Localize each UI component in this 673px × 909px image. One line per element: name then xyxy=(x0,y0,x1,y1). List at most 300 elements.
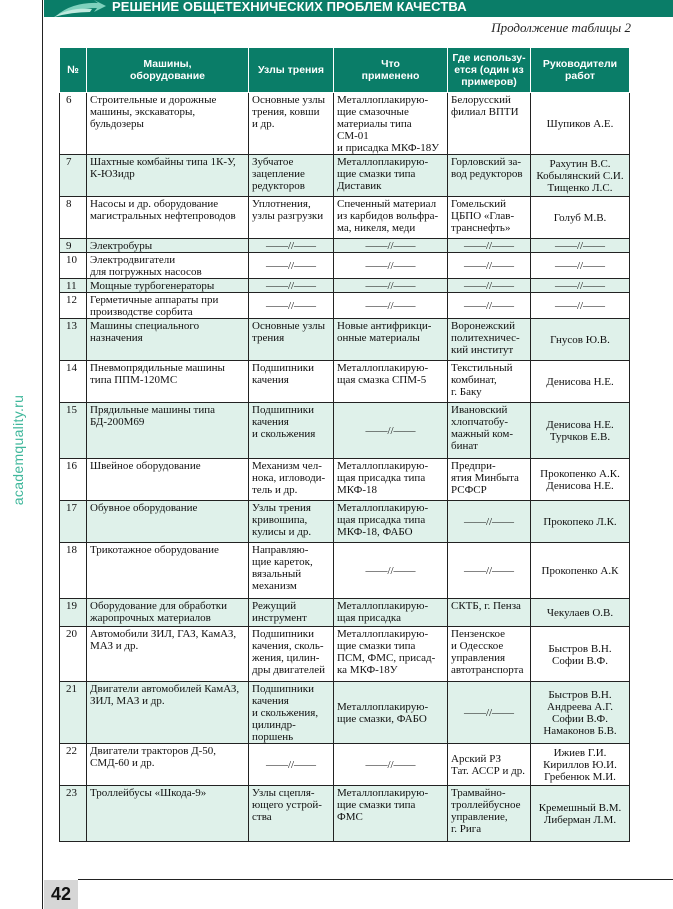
table-cell-num: 15 xyxy=(60,403,87,459)
cell-text-line: Шахтные комбайны типа 1К-У, xyxy=(90,156,236,168)
cell-text-line: Металлоплакирую- xyxy=(337,701,429,713)
cell-text-line: управления xyxy=(451,652,506,664)
cell-text-line: ——//—— xyxy=(365,565,416,577)
table-cell-where xyxy=(448,197,531,239)
table-cell-num: 6 xyxy=(60,93,87,155)
table-cell-friction xyxy=(249,599,334,627)
cell-text-line: Двигатели автомобилей КамАЗ, xyxy=(90,683,240,695)
cell-text-line: щие смазки типа xyxy=(337,799,416,811)
table-cell-machine xyxy=(87,253,249,279)
table-cell-applied xyxy=(334,155,448,197)
table-cell-applied xyxy=(334,599,448,627)
table-cell-where xyxy=(448,599,531,627)
table-cell-num: 9 xyxy=(60,239,87,253)
table-row xyxy=(60,197,630,239)
cell-text-line: Строительные и дорожные xyxy=(90,94,217,106)
cell-text-line: Прокопенко А.К. xyxy=(540,468,620,480)
cell-text-line: БД-200М69 xyxy=(90,416,145,428)
table-cell-friction xyxy=(249,293,334,319)
cell-text-line: Подшипники xyxy=(252,628,314,640)
cell-text-line: Герметичные аппараты при xyxy=(90,294,219,306)
cell-text-line: щая присадка xyxy=(337,612,401,624)
column-header-text: № xyxy=(67,64,79,76)
cell-text-line: Металлоплакирую- xyxy=(337,362,429,374)
cell-text-line: кулисы и др. xyxy=(252,526,312,538)
table-cell-leaders xyxy=(531,627,630,682)
table-cell-leaders xyxy=(531,239,630,253)
cell-text-line: ——//—— xyxy=(365,300,416,312)
cell-text-line: Быстров В.Н. xyxy=(548,689,612,701)
table-cell-leaders xyxy=(531,599,630,627)
table-cell-leaders xyxy=(531,155,630,197)
cell-text-line: Горловский за- xyxy=(451,156,522,168)
table-row xyxy=(60,501,630,543)
cell-text-line: мажный ком- xyxy=(451,428,513,440)
table-cell-friction xyxy=(249,744,334,786)
column-header xyxy=(531,48,630,93)
table-cell-where xyxy=(448,239,531,253)
column-header-text: работ xyxy=(564,70,596,82)
cell-text-line: Трикотажное оборудование xyxy=(90,544,219,556)
table-cell-machine xyxy=(87,459,249,501)
cell-text-line: качения xyxy=(252,695,289,707)
table-cell-where xyxy=(448,786,531,842)
table-cell-machine xyxy=(87,682,249,744)
table-cell-leaders xyxy=(531,786,630,842)
cell-text-line: Основные узлы xyxy=(252,320,326,332)
cell-text-line: Денисова Н.Е. xyxy=(546,376,614,388)
column-header-text: Руководители xyxy=(542,58,618,70)
cell-text-line: Кремешный В.М. xyxy=(538,802,622,814)
cell-text-line: ——//—— xyxy=(554,260,606,272)
cell-text-line: МКФ-18 xyxy=(337,484,377,496)
cell-text-line: Турчков Е.В. xyxy=(549,431,611,443)
cell-text-line: Ижиев Г.И. xyxy=(553,747,607,759)
table-cell-where xyxy=(448,459,531,501)
cell-text-line: ——//—— xyxy=(463,280,515,292)
cell-text-line: ——//—— xyxy=(265,759,317,771)
cell-text-line: щая присадка типа xyxy=(337,472,426,484)
cell-text-line: Пневмопрядильные машины xyxy=(90,362,225,374)
table-continuation-label: Продолжение таблицы 2 xyxy=(491,20,631,35)
table-cell-num: 17 xyxy=(60,501,87,543)
table-cell-where xyxy=(448,744,531,786)
cell-text-line: Узлы трения xyxy=(252,502,311,514)
cell-text-line: политехничес- xyxy=(451,332,520,344)
table-cell-applied xyxy=(334,627,448,682)
table-cell-friction xyxy=(249,403,334,459)
cell-text-line: ——//—— xyxy=(365,759,416,771)
table-cell-where xyxy=(448,253,531,279)
cell-text-line: ятия Минбыта xyxy=(451,472,519,484)
cell-text-line: щие смазки типа xyxy=(337,168,416,180)
cell-text-line: Насосы и др. оборудование xyxy=(90,198,219,210)
cell-text-line: Текстильный xyxy=(451,362,513,374)
cell-text-line: МКФ-18, ФАБО xyxy=(337,526,413,538)
cell-text-line: Белорусский xyxy=(451,94,511,106)
table-cell-applied xyxy=(334,361,448,403)
cell-text-line: Чекулаев О.В. xyxy=(546,607,614,619)
column-header-text: ется (один из xyxy=(454,64,524,76)
table-row xyxy=(60,627,630,682)
table-cell-num: 19 xyxy=(60,599,87,627)
table-row xyxy=(60,239,630,253)
cell-text-line: Новые антифрикци- xyxy=(337,320,432,332)
cell-text-line: Троллейбусы «Шкода-9» xyxy=(90,787,207,799)
cell-text-line: г. Рига xyxy=(451,823,482,835)
cell-text-line: управление, xyxy=(451,811,508,823)
cell-text-line: тель и др. xyxy=(252,484,298,496)
column-header xyxy=(448,48,531,93)
cell-text-line: Гнусов Ю.В. xyxy=(550,334,610,346)
side-url: academquality.ru xyxy=(10,394,26,506)
table-cell-num: 7 xyxy=(60,155,87,197)
cell-text-line: кривошипа, xyxy=(252,514,308,526)
table-cell-machine xyxy=(87,744,249,786)
table-cell-machine xyxy=(87,501,249,543)
cell-text-line: дры двигателей xyxy=(252,664,325,676)
cell-text-line: Швейное оборудование xyxy=(90,460,201,472)
cell-text-line: бульдозеры xyxy=(90,118,144,130)
table-cell-num: 11 xyxy=(60,279,87,293)
table-cell-machine xyxy=(87,155,249,197)
cell-text-line: Кириллов Ю.И. xyxy=(543,759,617,771)
table-cell-applied xyxy=(334,543,448,599)
cell-text-line: Основные узлы xyxy=(252,94,326,106)
table-row xyxy=(60,682,630,744)
cell-text-line: Подшипники xyxy=(252,362,314,374)
table-cell-leaders xyxy=(531,403,630,459)
table-cell-machine xyxy=(87,543,249,599)
cell-text-line: инструмент xyxy=(252,612,307,624)
cell-text-line: ства xyxy=(252,811,272,823)
table-cell-leaders xyxy=(531,93,630,155)
cell-text-line: зацепление xyxy=(252,168,305,180)
cell-text-line: и др. xyxy=(252,118,275,130)
table-cell-leaders xyxy=(531,293,630,319)
cell-text-line: ——//—— xyxy=(265,260,317,272)
cell-text-line: Гомельский xyxy=(451,198,507,210)
table-row xyxy=(60,319,630,361)
cell-text-line: РСФСР xyxy=(451,484,487,496)
cell-text-line: щая смазка СПМ-5 xyxy=(337,374,427,386)
column-header-text: Что xyxy=(381,58,400,70)
cell-text-line: Софии В.Ф. xyxy=(551,713,608,725)
column-header-text: оборудование xyxy=(129,70,206,82)
cell-text-line: Режущий xyxy=(252,600,297,612)
cell-text-line: Кобылянский С.И. xyxy=(536,170,624,182)
cell-text-line: из карбидов вольфра- xyxy=(337,210,439,222)
cell-text-line: К-ЮЗидр xyxy=(90,168,135,180)
cell-text-line: Узлы сцепля- xyxy=(252,787,315,799)
table-cell-friction xyxy=(249,279,334,293)
cell-text-line: Шупиков А.Е. xyxy=(546,118,614,130)
table-cell-leaders xyxy=(531,253,630,279)
cell-text-line: ——//—— xyxy=(463,240,515,252)
table-cell-where xyxy=(448,682,531,744)
table-row xyxy=(60,459,630,501)
cell-text-line: редукторов xyxy=(252,180,305,192)
table-cell-applied xyxy=(334,319,448,361)
cell-text-line: ющего устрой- xyxy=(252,799,322,811)
table-cell-machine xyxy=(87,239,249,253)
cell-text-line: ——//—— xyxy=(554,280,606,292)
cell-text-line: ма, никеля, меди xyxy=(337,222,416,234)
cell-text-line: материалы типа СМ-01 xyxy=(337,118,412,142)
cell-text-line: МАЗ и др. xyxy=(90,640,139,652)
table-cell-leaders xyxy=(531,279,630,293)
cell-text-line: назначения xyxy=(90,332,143,344)
table-cell-num: 13 xyxy=(60,319,87,361)
table-cell-leaders xyxy=(531,197,630,239)
table-row xyxy=(60,786,630,842)
cell-text-line: Металлоплакирую- xyxy=(337,628,429,640)
table-cell-friction xyxy=(249,93,334,155)
cell-text-line: вязальный xyxy=(252,568,302,580)
cell-text-line: ——//—— xyxy=(463,565,515,577)
table-cell-where xyxy=(448,361,531,403)
column-header xyxy=(249,48,334,93)
table-cell-friction xyxy=(249,155,334,197)
cell-text-line: Металлоплакирую- xyxy=(337,94,429,106)
cell-text-line: Трамвайно- xyxy=(451,787,506,799)
table-row xyxy=(60,279,630,293)
table-cell-applied xyxy=(334,682,448,744)
cell-text-line: ——//—— xyxy=(365,425,416,437)
column-header xyxy=(87,48,249,93)
table-cell-num: 20 xyxy=(60,627,87,682)
cell-text-line: щие кареток, xyxy=(252,556,313,568)
table-cell-applied xyxy=(334,239,448,253)
cell-text-line: Прокопеко Л.К. xyxy=(543,516,617,528)
cell-text-line: троллейбусное xyxy=(451,799,521,811)
cell-text-line: ЦБПО «Глав- xyxy=(451,210,515,222)
table-cell-friction xyxy=(249,239,334,253)
left-margin-rule xyxy=(42,0,43,909)
cell-text-line: Электродвигатели xyxy=(90,254,176,266)
column-header xyxy=(334,48,448,93)
table-row xyxy=(60,543,630,599)
cell-text-line: ——//—— xyxy=(554,240,606,252)
table-cell-applied xyxy=(334,403,448,459)
table-cell-where xyxy=(448,93,531,155)
table-cell-friction xyxy=(249,459,334,501)
cell-text-line: ——//—— xyxy=(463,707,515,719)
column-header-text: Машины, xyxy=(143,58,192,70)
table-cell-applied xyxy=(334,459,448,501)
cell-text-line: филиал ВПТИ xyxy=(451,106,519,118)
cell-text-line: магистральных нефтепроводов xyxy=(90,210,236,222)
arrow-logo-icon xyxy=(54,0,106,17)
table-cell-friction xyxy=(249,543,334,599)
table-cell-num: 14 xyxy=(60,361,87,403)
cell-text-line: Зубчатое xyxy=(252,156,294,168)
table-cell-applied xyxy=(334,293,448,319)
cell-text-line: Подшипники xyxy=(252,404,314,416)
cell-text-line: Либерман Л.М. xyxy=(543,814,617,826)
cell-text-line: трения, ковши xyxy=(252,106,320,118)
table-row xyxy=(60,361,630,403)
column-header xyxy=(60,48,87,93)
cell-text-line: Ивановский xyxy=(451,404,508,416)
data-table xyxy=(59,47,630,842)
table-cell-applied xyxy=(334,93,448,155)
table-cell-friction xyxy=(249,627,334,682)
cell-text-line: ПСМ, ФМС, присад- xyxy=(337,652,436,664)
table-cell-num: 21 xyxy=(60,682,87,744)
cell-text-line: качения, сколь- xyxy=(252,640,324,652)
cell-text-line: щие смазочные xyxy=(337,106,409,118)
table-cell-where xyxy=(448,501,531,543)
cell-text-line: Прядильные машины типа xyxy=(90,404,216,416)
cell-text-line: щая присадка типа xyxy=(337,514,426,526)
table-cell-friction xyxy=(249,319,334,361)
cell-text-line: машины, экскаваторы, xyxy=(90,106,196,118)
cell-text-line: Оборудование для обработки xyxy=(90,600,228,612)
cell-text-line: Уплотнения, xyxy=(252,198,311,210)
table-cell-machine xyxy=(87,599,249,627)
cell-text-line: жаропрочных материалов xyxy=(90,612,211,624)
page-number: 42 xyxy=(50,884,72,904)
table-row xyxy=(60,93,630,155)
table-cell-friction xyxy=(249,682,334,744)
cell-text-line: Прокопенко А.К xyxy=(541,565,619,577)
table-cell-num: 12 xyxy=(60,293,87,319)
column-header-text: Узлы трения xyxy=(258,64,324,76)
cell-text-line: Гребенюк М.И. xyxy=(544,771,616,783)
cell-text-line: Электробуры xyxy=(90,240,153,252)
table-cell-where xyxy=(448,403,531,459)
cell-text-line: Денисова Н.Е. xyxy=(546,419,614,431)
table-body xyxy=(60,93,630,842)
table-cell-applied xyxy=(334,197,448,239)
cell-text-line: Диставик xyxy=(337,180,382,192)
cell-text-line: и присадка МКФ-18У xyxy=(337,142,439,154)
table-cell-machine xyxy=(87,786,249,842)
cell-text-line: Металлоплакирую- xyxy=(337,600,429,612)
cell-text-line: нока, игловоди- xyxy=(252,472,326,484)
table-cell-num: 23 xyxy=(60,786,87,842)
column-header-text: Где использу- xyxy=(452,52,526,64)
cell-text-line: Тат. АССР и др. xyxy=(451,765,525,777)
table-cell-machine xyxy=(87,93,249,155)
cell-text-line: узлы разгрузки xyxy=(252,210,324,222)
table-cell-where xyxy=(448,155,531,197)
cell-text-line: Андреева А.Г. xyxy=(547,701,613,713)
cell-text-line: щие смазки типа xyxy=(337,640,416,652)
table-cell-leaders xyxy=(531,744,630,786)
cell-text-line: ФМС xyxy=(337,811,363,823)
cell-text-line: Металлоплакирую- xyxy=(337,502,429,514)
cell-text-line: ЗИЛ, МАЗ и др. xyxy=(90,695,165,707)
cell-text-line: Двигатели тракторов Д-50, xyxy=(90,745,217,757)
table-cell-friction xyxy=(249,197,334,239)
cell-text-line: комбинат, xyxy=(451,374,497,386)
cell-text-line: СКТБ, г. Пенза xyxy=(451,600,521,612)
table-cell-where xyxy=(448,293,531,319)
cell-text-line: для погружных насосов xyxy=(90,266,202,278)
table-cell-num: 8 xyxy=(60,197,87,239)
cell-text-line: г. Баку xyxy=(451,386,482,398)
cell-text-line: онные материалы xyxy=(337,332,420,344)
cell-text-line: качения xyxy=(252,416,289,428)
cell-text-line: и скольжения, xyxy=(252,707,319,719)
cell-text-line: производстве сорбита xyxy=(90,306,193,318)
table-cell-leaders xyxy=(531,459,630,501)
table-cell-where xyxy=(448,543,531,599)
cell-text-line: и Одесское xyxy=(451,640,504,652)
cell-text-line: Голуб М.В. xyxy=(553,212,607,224)
cell-text-line: Спеченный материал xyxy=(337,198,437,210)
table-row xyxy=(60,253,630,279)
table-cell-machine xyxy=(87,361,249,403)
table-cell-friction xyxy=(249,361,334,403)
cell-text-line: Машины специального xyxy=(90,320,200,332)
cell-text-line: Обувное оборудование xyxy=(90,502,198,514)
cell-text-line: Денисова Н.Е. xyxy=(546,480,614,492)
column-header-text: применено xyxy=(361,70,420,82)
table-cell-where xyxy=(448,279,531,293)
column-header-text: примеров) xyxy=(461,76,517,88)
table-cell-num: 10 xyxy=(60,253,87,279)
cell-text-line: Металлоплакирую- xyxy=(337,460,429,472)
table-cell-friction xyxy=(249,501,334,543)
table-cell-machine xyxy=(87,403,249,459)
table-cell-friction xyxy=(249,786,334,842)
cell-text-line: трения xyxy=(252,332,285,344)
table-cell-num: 22 xyxy=(60,744,87,786)
cell-text-line: Пензенское xyxy=(451,628,506,640)
cell-text-line: ——//—— xyxy=(265,300,317,312)
table-cell-applied xyxy=(334,501,448,543)
bottom-rule xyxy=(78,879,673,880)
cell-text-line: Софии В.Ф. xyxy=(551,654,608,667)
table-cell-friction xyxy=(249,253,334,279)
cell-text-line: качения xyxy=(252,374,289,386)
cell-text-line: Намаконов Б.В. xyxy=(543,725,617,737)
cell-text-line: бинат xyxy=(451,440,478,452)
table-cell-applied xyxy=(334,253,448,279)
cell-text-line: хлопчатобу- xyxy=(451,416,509,428)
cell-text-line: Подшипники xyxy=(252,683,314,695)
table-cell-machine xyxy=(87,279,249,293)
cell-text-line: ——//—— xyxy=(365,260,416,272)
table-cell-num: 18 xyxy=(60,543,87,599)
cell-text-line: ——//—— xyxy=(365,280,416,292)
table-cell-applied xyxy=(334,744,448,786)
cell-text-line: и скольжения xyxy=(252,428,316,440)
table-row xyxy=(60,293,630,319)
table-cell-machine xyxy=(87,319,249,361)
table-cell-leaders xyxy=(531,319,630,361)
cell-text-line: ——//—— xyxy=(463,300,515,312)
cell-text-line: автотранспорта xyxy=(451,664,524,676)
table-cell-where xyxy=(448,319,531,361)
cell-text-line: вод редукторов xyxy=(451,168,523,180)
table-cell-applied xyxy=(334,786,448,842)
cell-text-line: транснефть» xyxy=(451,222,511,234)
cell-text-line: Металлоплакирую- xyxy=(337,787,429,799)
cell-text-line: ——//—— xyxy=(463,516,515,528)
cell-text-line: ——//—— xyxy=(463,260,515,272)
cell-text-line: ——//—— xyxy=(265,240,317,252)
table-cell-where xyxy=(448,627,531,682)
cell-text-line: Арский РЗ xyxy=(451,753,501,765)
table-cell-leaders xyxy=(531,682,630,744)
cell-text-line: ка МКФ-18У xyxy=(337,664,398,676)
cell-text-line: Быстров В.Н. xyxy=(548,642,612,655)
cell-text-line: Мощные турбогенераторы xyxy=(90,280,215,292)
